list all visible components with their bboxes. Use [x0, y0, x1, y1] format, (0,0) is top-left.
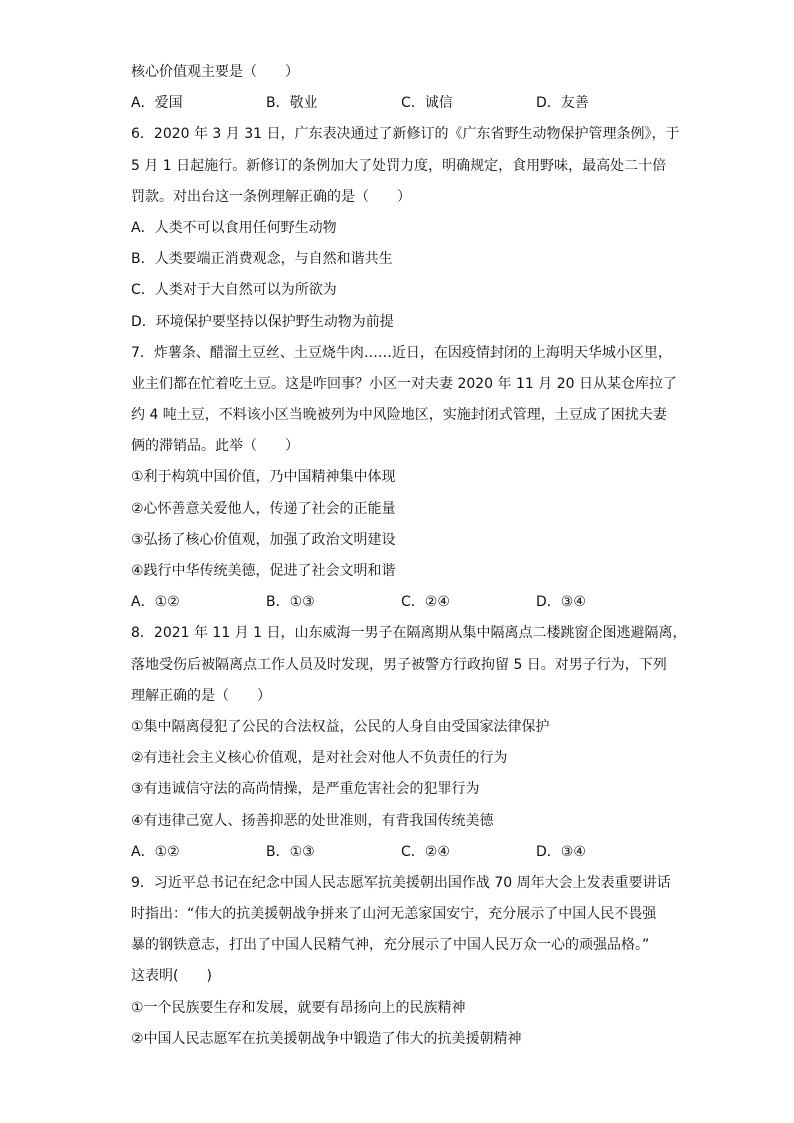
q7-statement: ④践行中华传统美德，促进了社会文明和谐 — [131, 563, 396, 579]
q9-stem-line: 暴的钢铁意志，打出了中国人民精气神，充分展示了中国人民万众一心的顽强品格。” — [131, 937, 650, 954]
q8-stem-line: 8．2021 年 11 月 1 日，山东威海一男子在隔离期从集中隔离点二楼跳窗企图逃避隔离， — [131, 625, 687, 642]
q8-statement: ④有违律己宽人、扬善抑恶的处世准则，有背我国传统美德 — [131, 812, 494, 829]
q6-choice-a: A．人类不可以食用任何野生动物 — [131, 219, 337, 236]
q8-stem-line: 落地受伤后被隔离点工作人员及时发现，男子被警方行政拘留 5 日。对男子行为，下列 — [131, 656, 667, 673]
q8-stem-line: 理解正确的是（ ） — [131, 687, 271, 704]
q5-option-c: C．诚信 — [401, 95, 453, 112]
q6-stem-line: 罚款。对出台这一条例理解正确的是（ ） — [131, 188, 411, 205]
q7-option-b: B．①③ — [266, 594, 315, 611]
q7-option-c: C．②④ — [401, 594, 450, 611]
q5-stem-tail: 核心价值观主要是（ ） — [131, 64, 299, 80]
q7-stem-line: 7．炸薯条、醋溜土豆丝、土豆烧牛肉……近日，在因疫情封闭的上海明天华城小区里， — [131, 344, 672, 361]
q5-option-d: D．友善 — [536, 95, 589, 112]
q8-option-d: D．③④ — [536, 843, 586, 860]
q7-options — [131, 592, 671, 623]
q7-option-a: A．①② — [131, 594, 180, 611]
q7-statement: ②心怀善意关爱他人，传递了社会的正能量 — [131, 500, 396, 517]
question-content — [131, 62, 687, 1060]
q5-options — [131, 93, 671, 124]
q8-option-a: A．①② — [131, 843, 180, 860]
q6-stem-line: 5 月 1 日起施行。新修订的条例加大了处罚力度，明确规定，食用野味，最高处二十倍 — [131, 157, 667, 174]
q9-statement: ①一个民族要生存和发展，就要有昂扬向上的民族精神 — [131, 999, 466, 1016]
q8-statement: ①集中隔离侵犯了公民的合法权益，公民的人身自由受国家法律保护 — [131, 718, 550, 735]
q8-option-c: C．②④ — [401, 843, 450, 860]
q6-stem-line: 6．2020 年 3 月 31 日，广东表决通过了新修订的《广东省野生动物保护管理条例》，于 — [131, 126, 680, 143]
q6-choice-d: D．环境保护要坚持以保护野生动物为前提 — [131, 313, 394, 330]
q9-stem-line: 时指出：“伟大的抗美援朝战争拼来了山河无恙家国安宁，充分展示了中国人民不畏强 — [131, 906, 657, 923]
q6-choice-c: C．人类对于大自然可以为所欲为 — [131, 282, 337, 299]
q7-stem-line: 业主们都在忙着吃土豆。这是咋回事？小区一对夫妻 2020 年 11 月 20 日从某仓库拉了 — [131, 375, 677, 392]
q9-statement: ②中国人民志愿军在抗美援朝战争中锻造了伟大的抗美援朝精神 — [131, 1030, 522, 1047]
q7-stem-line: 俩的滞销品。此举（ ） — [131, 438, 299, 455]
q7-statement: ③弘扬了核心价值观，加强了政治文明建设 — [131, 531, 396, 548]
q8-statement: ②有违社会主义核心价值观，是对社会对他人不负责任的行为 — [131, 750, 508, 767]
q7-statement: ①利于构筑中国价值，乃中国精神集中体现 — [131, 469, 396, 486]
q8-statement: ③有违诚信守法的高尚情操，是严重危害社会的犯罪行为 — [131, 781, 480, 798]
q7-option-d: D．③④ — [536, 594, 586, 611]
q8-options — [131, 842, 671, 873]
q5-option-a: A．爱国 — [131, 95, 183, 112]
q9-stem-line: 这表明( ) — [131, 968, 212, 985]
q7-stem-line: 约 4 吨土豆，不料该小区当晚被列为中风险地区，实施封闭式管理，土豆成了困扰夫妻 — [131, 407, 667, 424]
q9-stem-line: 9．习近平总书记在纪念中国人民志愿军抗美援朝出国作战 70 周年大会上发表重要讲话 — [131, 874, 671, 891]
q8-option-b: B．①③ — [266, 843, 315, 860]
q5-option-b: B．敬业 — [266, 95, 318, 112]
q6-choice-b: B．人类要端正消费观念，与自然和谐共生 — [131, 251, 393, 268]
